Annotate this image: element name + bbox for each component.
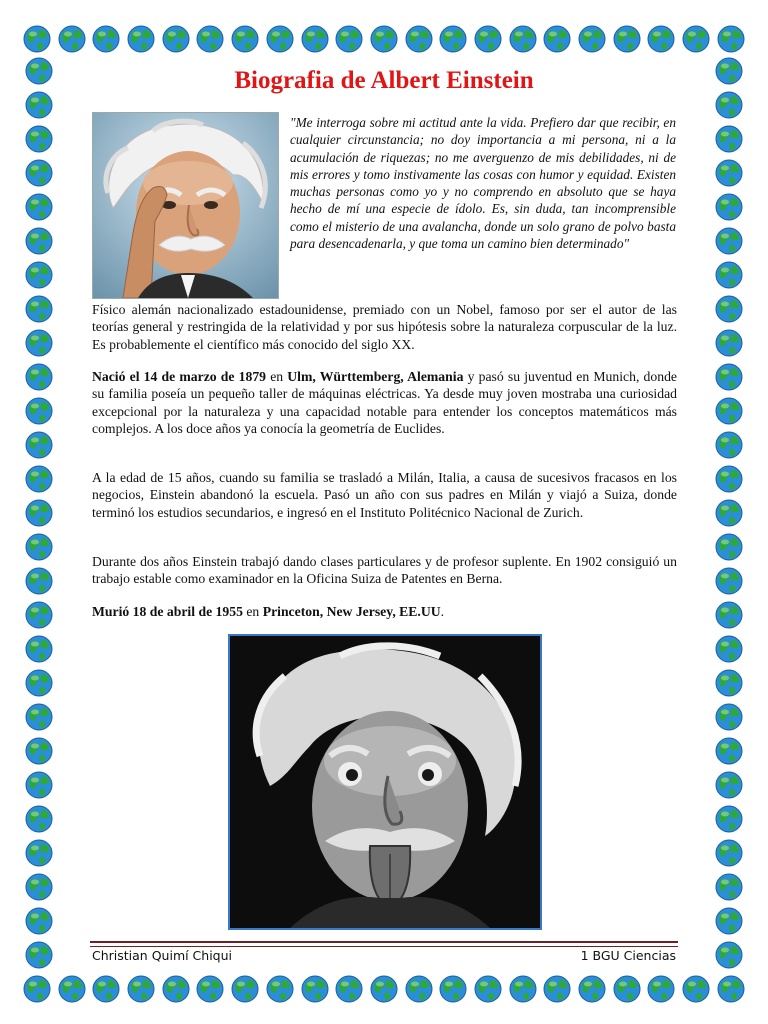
globe-icon [24, 838, 54, 868]
globe-icon [57, 974, 87, 1004]
globe-icon [300, 24, 330, 54]
globe-icon [714, 158, 744, 188]
globe-icon [24, 192, 54, 222]
page-border-top [22, 22, 746, 56]
globe-icon [681, 24, 711, 54]
birth-connector: en [266, 369, 288, 384]
globe-icon [714, 498, 744, 528]
globe-icon [542, 24, 572, 54]
paragraph-death [92, 603, 677, 620]
globe-icon [24, 872, 54, 902]
globe-icon [404, 974, 434, 1004]
globe-icon [22, 24, 52, 54]
globe-icon [716, 974, 746, 1004]
globe-icon [24, 940, 54, 970]
globe-icon [714, 702, 744, 732]
globe-icon [24, 702, 54, 732]
globe-icon [714, 464, 744, 494]
globe-icon [438, 974, 468, 1004]
globe-icon [24, 260, 54, 290]
globe-icon [24, 532, 54, 562]
globe-icon [714, 56, 744, 86]
globe-icon [334, 974, 364, 1004]
einstein-thinking-portrait [92, 112, 279, 299]
globe-icon [195, 974, 225, 1004]
globe-icon [714, 804, 744, 834]
globe-icon [126, 24, 156, 54]
globe-icon [91, 974, 121, 1004]
globe-icon [24, 396, 54, 426]
globe-icon [265, 24, 295, 54]
globe-icon [24, 90, 54, 120]
globe-icon [404, 24, 434, 54]
globe-icon [714, 668, 744, 698]
globe-icon [714, 872, 744, 902]
globe-icon [24, 498, 54, 528]
globe-icon [577, 974, 607, 1004]
globe-icon [334, 24, 364, 54]
globe-icon [714, 396, 744, 426]
globe-icon [24, 56, 54, 86]
page-border-right [712, 56, 746, 970]
globe-icon [714, 634, 744, 664]
globe-icon [714, 362, 744, 392]
globe-icon [24, 906, 54, 936]
globe-icon [369, 24, 399, 54]
globe-icon [714, 838, 744, 868]
birth-date: Nació el 14 de marzo de 1879 [92, 369, 267, 384]
globe-icon [24, 600, 54, 630]
paragraph-education: A la edad de 15 años, cuando su familia se trasladó a Milán, Italia, a causa de sucesivos fracasos en los negocios, Einstein abandonó la escuela. Pasó un año con sus padres en Milán y viajó a Suiza, donde terminó los estudios secundarios, e ingresó en el Instituto Politécnico Nacional de Zurich. [92, 470, 677, 520]
globe-icon [24, 668, 54, 698]
paragraph-intro: Físico alemán nacionalizado estadounidense, premiado con un Nobel, famoso por ser el autor de las teorías general y restringida de la relatividad y por sus hipótesis sobre la naturaleza corpuscular de la luz. Es probablemente el científico más conocido del siglo XX. [92, 302, 677, 352]
globe-icon [714, 430, 744, 460]
globe-icon [230, 24, 260, 54]
globe-icon [714, 192, 744, 222]
globe-icon [681, 974, 711, 1004]
footer-rule [90, 941, 678, 947]
globe-icon [714, 226, 744, 256]
globe-icon [714, 906, 744, 936]
footer-author: Christian Quimí Chiqui [92, 948, 233, 963]
einstein-tongue-photo [228, 634, 542, 930]
globe-icon [24, 362, 54, 392]
globe-icon [473, 974, 503, 1004]
globe-icon [646, 974, 676, 1004]
globe-icon [714, 294, 744, 324]
globe-icon [195, 24, 225, 54]
death-end: . [440, 604, 445, 619]
globe-icon [161, 24, 191, 54]
globe-icon [265, 974, 295, 1004]
globe-icon [438, 24, 468, 54]
globe-icon [577, 24, 607, 54]
globe-icon [714, 260, 744, 290]
globe-icon [612, 974, 642, 1004]
globe-icon [473, 24, 503, 54]
globe-icon [714, 600, 744, 630]
globe-icon [22, 974, 52, 1004]
globe-icon [542, 974, 572, 1004]
globe-icon [508, 974, 538, 1004]
globe-icon [300, 974, 330, 1004]
paragraph-birth [92, 368, 677, 437]
globe-icon [612, 24, 642, 54]
globe-icon [24, 566, 54, 596]
globe-icon [24, 124, 54, 154]
globe-icon [230, 974, 260, 1004]
globe-icon [57, 24, 87, 54]
globe-icon [24, 736, 54, 766]
globe-icon [126, 974, 156, 1004]
globe-icon [91, 24, 121, 54]
globe-icon [716, 24, 746, 54]
globe-icon [714, 532, 744, 562]
death-place: Princeton, New Jersey, EE.UU [262, 604, 441, 619]
globe-icon [714, 770, 744, 800]
globe-icon [646, 24, 676, 54]
birth-place: Ulm, Württemberg, Alemania [287, 369, 464, 384]
globe-icon [369, 974, 399, 1004]
globe-icon [508, 24, 538, 54]
einstein-quote: "Me interroga sobre mi actitud ante la vida. Prefiero dar que recibir, en cualquier circunstancia; no doy importancia a mi persona, ni a la acumulación de riquezas; no me averguenzo de mis debilidades, ni de mis errores y tomo instivamente las cosas con humor y equidad. Existen muchas personas como yo y no comprendo en absoluto que se haya hecho de mí una especie de ídolo. Es, sin duda, tan incomprensible como el misterio de una avalancha, donde un solo grano de polvo basta para desencadenarla, y que toma un camino bien determinado" [290, 115, 676, 252]
death-connector: en [242, 604, 263, 619]
footer-course: 1 BGU Ciencias [580, 948, 676, 963]
page-title: Biografia de Albert Einstein [234, 67, 534, 94]
page-border-bottom [22, 972, 746, 1006]
globe-icon [24, 804, 54, 834]
globe-icon [24, 430, 54, 460]
death-date: Murió 18 de abril de 1955 [92, 604, 243, 619]
globe-icon [714, 566, 744, 596]
paragraph-career: Durante dos años Einstein trabajó dando clases particulares y de profesor suplente. En 1902 consiguió un trabajo estable como examinador en la Oficina Suiza de Patentes en Berna. [92, 554, 677, 587]
page-border-left [22, 56, 56, 970]
birth-details: y pasó su juventud en Munich, donde su familia poseía un pequeño taller de máquinas eléctricas. Ya desde muy joven mostraba una curiosidad excepcional por la naturaleza y una capacidad notable para entender los conceptos matemáticos más complejos. A los doce años ya conocía la geometría de Euclides. [92, 369, 677, 436]
globe-icon [24, 634, 54, 664]
globe-icon [24, 328, 54, 358]
globe-icon [24, 226, 54, 256]
globe-icon [714, 736, 744, 766]
globe-icon [24, 770, 54, 800]
globe-icon [24, 294, 54, 324]
globe-icon [714, 124, 744, 154]
globe-icon [714, 90, 744, 120]
globe-icon [714, 940, 744, 970]
globe-icon [24, 158, 54, 188]
globe-icon [161, 974, 191, 1004]
globe-icon [24, 464, 54, 494]
globe-icon [714, 328, 744, 358]
